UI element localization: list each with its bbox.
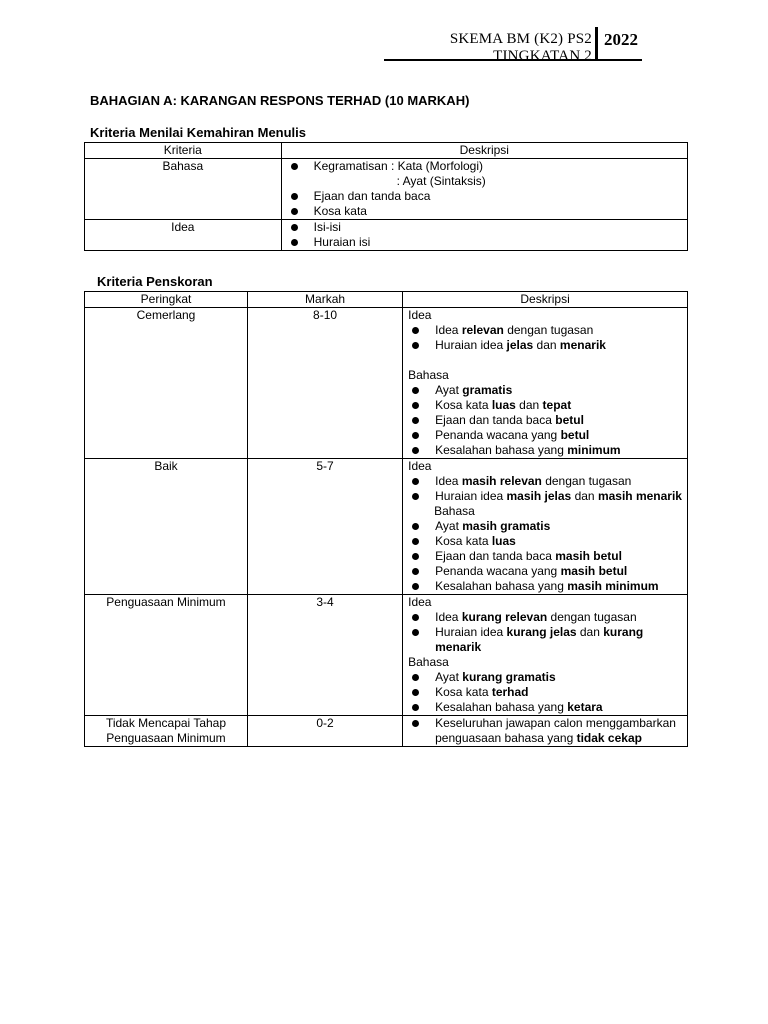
list-item: Kosa kata terhad <box>408 685 682 700</box>
column-header: Deskripsi <box>403 292 688 308</box>
table-row <box>85 459 688 595</box>
bahasa-label: Bahasa <box>408 655 449 669</box>
list-item: Ayat masih gramatis <box>408 519 682 534</box>
deskripsi-cell <box>403 308 688 459</box>
list-item: Kosa kata luas <box>408 534 682 549</box>
table-header-row <box>85 143 688 159</box>
list-item: Huraian isi <box>287 235 682 250</box>
list-item: Kosa kata <box>287 204 682 219</box>
idea-label: Idea <box>408 595 432 609</box>
idea-label: Idea <box>408 308 432 322</box>
list-item: Kesalahan bahasa yang minimum <box>408 443 682 458</box>
list-item: Ejaan dan tanda baca masih betul <box>408 549 682 564</box>
table2-title: Kriteria Penskoran <box>97 274 213 289</box>
list-item: Idea kurang relevan dengan tugasan <box>408 610 682 625</box>
list-item: Kesalahan bahasa yang ketara <box>408 700 682 715</box>
list-item: Isi-isi <box>287 220 682 235</box>
peringkat-cell: Tidak Mencapai Tahap Penguasaan Minimum <box>85 716 248 747</box>
idea-label: Idea <box>408 459 432 473</box>
list-item: Huraian idea masih jelas dan masih menarik <box>408 489 682 504</box>
page-header <box>384 27 642 64</box>
markah-cell: 8-10 <box>247 308 402 459</box>
markah-cell: 5-7 <box>247 459 402 595</box>
header-title: SKEMA BM (K2) PS2 TINGKATAN 2 <box>449 31 592 64</box>
column-header: Peringkat <box>85 292 248 308</box>
deskripsi-cell <box>403 716 688 747</box>
markah-cell: 0-2 <box>247 716 402 747</box>
table-row <box>85 308 688 459</box>
list-item: Ejaan dan tanda baca betul <box>408 413 682 428</box>
list-item: Keseluruhan jawapan calon menggambarkan penguasaan bahasa yang tidak cekap <box>408 716 682 746</box>
list-item: Idea relevan dengan tugasan <box>408 323 682 338</box>
list-item: Ejaan dan tanda baca <box>287 189 682 204</box>
section-title: BAHAGIAN A: KARANGAN RESPONS TERHAD (10 MARKAH) <box>90 93 470 108</box>
list-item: Penanda wacana yang masih betul <box>408 564 682 579</box>
penskoran-table <box>84 291 688 747</box>
list-item: Huraian idea jelas dan menarik <box>408 338 682 353</box>
table-header-row <box>85 292 688 308</box>
list-item: Idea masih relevan dengan tugasan <box>408 474 682 489</box>
bahasa-label: Bahasa <box>408 368 449 382</box>
kriteria-cell: Idea <box>85 220 282 251</box>
kriteria-table <box>84 142 688 251</box>
table-row <box>85 220 688 251</box>
deskripsi-cell <box>403 459 688 595</box>
peringkat-cell: Baik <box>85 459 248 595</box>
list-item: Ayat gramatis <box>408 383 682 398</box>
deskripsi-cell <box>281 220 687 251</box>
column-header: Deskripsi <box>281 143 687 159</box>
markah-cell: 3-4 <box>247 595 402 716</box>
peringkat-cell: Cemerlang <box>85 308 248 459</box>
list-item: Ayat kurang gramatis <box>408 670 682 685</box>
deskripsi-cell <box>403 595 688 716</box>
table-row <box>85 595 688 716</box>
list-item-continuation: : Ayat (Sintaksis) <box>396 174 486 188</box>
column-header: Kriteria <box>85 143 282 159</box>
table1-title: Kriteria Menilai Kemahiran Menulis <box>90 125 307 140</box>
peringkat-cell: Penguasaan Minimum <box>85 595 248 716</box>
table-row <box>85 716 688 747</box>
list-item: Huraian idea kurang jelas dan kurang menarik <box>408 625 682 655</box>
list-item: Kegramatisan : Kata (Morfologi) <box>287 159 682 174</box>
bahasa-label: Bahasa <box>434 504 475 518</box>
column-header: Markah <box>247 292 402 308</box>
header-divider <box>595 27 598 59</box>
table-row <box>85 159 688 220</box>
header-year: 2022 <box>604 30 638 49</box>
list-item: Kosa kata luas dan tepat <box>408 398 682 413</box>
deskripsi-cell <box>281 159 687 220</box>
list-item: Penanda wacana yang betul <box>408 428 682 443</box>
list-item: Kesalahan bahasa yang masih minimum <box>408 579 682 594</box>
kriteria-cell: Bahasa <box>85 159 282 220</box>
